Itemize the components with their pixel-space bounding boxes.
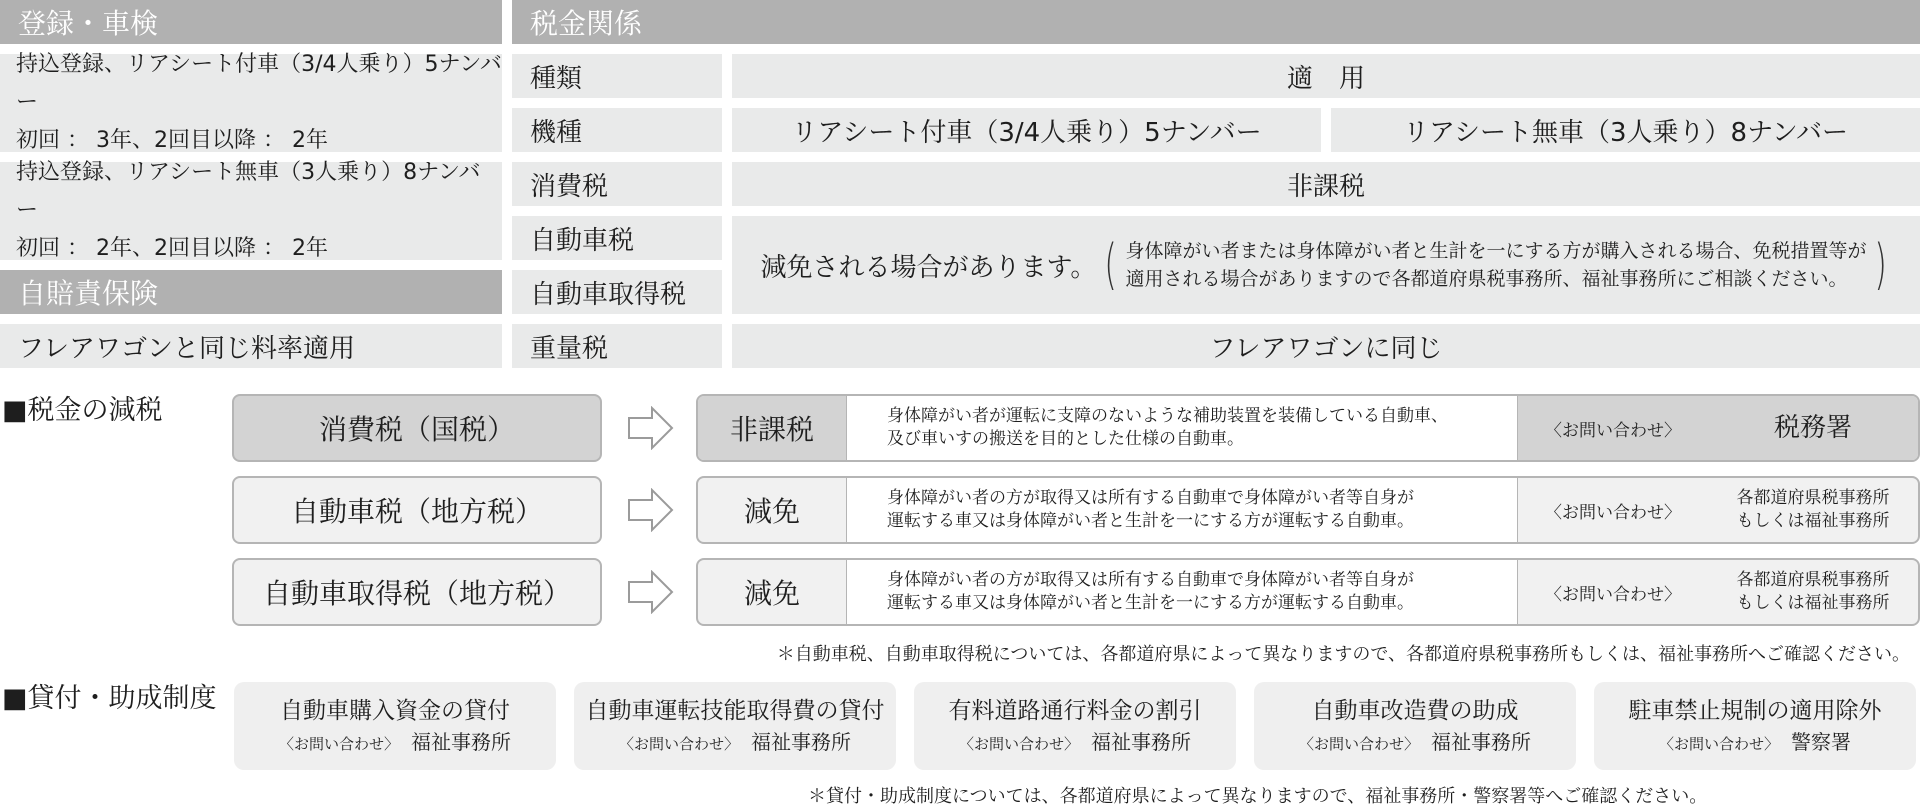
loan-card xyxy=(234,682,556,770)
loan-card-title: 自動車購入資金の貸付 xyxy=(280,698,510,724)
reduction-result-row-consumption xyxy=(696,394,1920,462)
loan-card-contact xyxy=(1299,728,1531,758)
weight-tax-label: 重量税 xyxy=(530,333,609,364)
inquiry-contact-line1: 各都道府県税事務所 xyxy=(1736,570,1890,590)
tax-row-model-value-a xyxy=(732,108,1321,152)
registration-row1-line1: 持込登録、リアシート付車（3/4人乗り）5ナンバー xyxy=(16,52,502,115)
loan-card-contact xyxy=(959,728,1191,758)
tax-row-consumption-label xyxy=(512,162,722,206)
inquiry-contact-line1: 税務署 xyxy=(1773,412,1852,443)
loan-card xyxy=(574,682,896,770)
inquiry-label: 〈お問い合わせ〉 xyxy=(1545,502,1681,523)
reduction-note xyxy=(1125,237,1866,293)
tax-row-model-value-b xyxy=(1331,108,1920,152)
model-value-b: リアシート無車（3人乗り）8ナンバー xyxy=(1403,117,1848,148)
registration-row1-line2: 初回 ： 3年、2回目以降 ： 2年 xyxy=(16,128,328,153)
reduction-tax-box-acquisition xyxy=(232,558,602,626)
reduction-tax-box-auto xyxy=(232,476,602,544)
reduction-result-row-acquisition xyxy=(696,558,1920,626)
reduction-section-title: ■税金の減税 xyxy=(2,395,163,426)
inquiry-label: 〈お問い合わせ〉 xyxy=(1658,735,1779,753)
tax-row-weight-label xyxy=(512,324,722,368)
loan-card-contact-value: 福祉事務所 xyxy=(751,730,851,754)
inquiry-contact xyxy=(1708,412,1918,443)
tax-header xyxy=(512,0,1920,44)
result-description-line2: 運転する車又は身体障がい者と生計を一にする方が運転する自動車。 xyxy=(887,511,1414,531)
tax-row-type-label xyxy=(512,54,722,98)
tax-row-acquisition-label xyxy=(512,270,722,314)
type-label: 種類 xyxy=(530,63,583,94)
inquiry-label: 〈お問い合わせ〉 xyxy=(1298,735,1419,753)
inquiry-contact-line1: 各都道府県税事務所 xyxy=(1736,488,1890,508)
loan-card-contact-value: 警察署 xyxy=(1791,730,1851,754)
reduction-note-line1: 身体障がい者または身体障がい者と生計を一にする方が購入される場合、免税措置等が xyxy=(1125,240,1867,262)
tax-row-weight-value xyxy=(732,324,1920,368)
right-arrow-icon xyxy=(628,406,674,450)
result-label: 減免 xyxy=(698,560,847,624)
result-description-line2: 運転する車又は身体障がい者と生計を一にする方が運転する自動車。 xyxy=(887,593,1414,613)
registration-row-rear-seat xyxy=(0,54,502,152)
result-description xyxy=(847,560,1518,624)
reduction-footnote: ＊自動車税、自動車取得税については、各都道府県によって異なりますので、各都道府県税事務所もしくは、福祉事務所へご確認ください。 xyxy=(776,644,1910,665)
loan-card-contact-value: 福祉事務所 xyxy=(411,730,511,754)
loans-section-title: ■貸付・助成制度 xyxy=(2,683,217,714)
inquiry-contact xyxy=(1708,569,1918,615)
result-label: 減免 xyxy=(698,478,847,542)
acquisition-tax-label: 自動車取得税 xyxy=(530,279,687,310)
registration-header xyxy=(0,0,502,44)
tax-row-auto-label xyxy=(512,216,722,260)
insurance-header xyxy=(0,270,502,314)
inquiry-contact-line2: もしくは福祉事務所 xyxy=(1736,593,1890,613)
inquiry-cell xyxy=(1518,560,1918,624)
reduction-tax-label: 自動車税（地方税） xyxy=(290,495,543,528)
reduction-text: 減免される場合があります。 xyxy=(760,252,1097,283)
insurance-value xyxy=(0,324,502,368)
result-description-line1: 身体障がい者の方が取得又は所有する自動車で身体障がい者等自身が xyxy=(887,488,1414,508)
insurance-header-label: 自賠責保険 xyxy=(18,277,159,310)
weight-tax-value: フレアワゴンに同じ xyxy=(1209,333,1443,364)
result-label: 非課税 xyxy=(698,396,847,460)
result-description xyxy=(847,396,1518,460)
inquiry-label: 〈お問い合わせ〉 xyxy=(618,735,739,753)
inquiry-label: 〈お問い合わせ〉 xyxy=(958,735,1079,753)
registration-row2-line1: 持込登録、リアシート無車（3人乗り）8ナンバー xyxy=(16,160,481,223)
loan-card-contact xyxy=(279,728,511,758)
loans-footnote: ＊貸付・助成制度については、各都道府県によって異なりますので、福祉事務所・警察署等へご確認ください。 xyxy=(808,786,1708,807)
loan-card-contact-value: 福祉事務所 xyxy=(1091,730,1191,754)
type-value: 適 用 xyxy=(1286,63,1365,94)
inquiry-label: 〈お問い合わせ〉 xyxy=(278,735,399,753)
registration-header-label: 登録・車検 xyxy=(18,7,159,40)
loan-card-title: 有料道路通行料金の割引 xyxy=(948,698,1202,724)
close-paren: ) xyxy=(1874,233,1888,296)
loan-card xyxy=(1254,682,1576,770)
registration-row2-line2: 初回 ： 2年、2回目以降 ： 2年 xyxy=(16,236,328,261)
loan-card-contact-value: 福祉事務所 xyxy=(1431,730,1531,754)
model-value-a: リアシート付車（3/4人乗り）5ナンバー xyxy=(791,117,1262,148)
reduction-result-row-auto xyxy=(696,476,1920,544)
tax-row-type-value xyxy=(732,54,1920,98)
loan-card-contact xyxy=(619,728,851,758)
reduction-note-line2: 適用される場合がありますので各都道府県税事務所、福祉事務所にご相談ください。 xyxy=(1125,268,1848,290)
reduction-tax-label: 消費税（国税） xyxy=(318,413,515,446)
auto-tax-label: 自動車税 xyxy=(530,225,635,256)
inquiry-contact-line2: もしくは福祉事務所 xyxy=(1736,511,1890,531)
right-arrow-icon xyxy=(628,488,674,532)
registration-row-no-rear-seat xyxy=(0,162,502,260)
loan-card xyxy=(914,682,1236,770)
tax-row-consumption-value xyxy=(732,162,1920,206)
tax-reduction-cell xyxy=(732,216,1920,314)
result-description xyxy=(847,478,1518,542)
open-paren: ( xyxy=(1104,233,1118,296)
loan-card-contact xyxy=(1659,728,1851,758)
result-description-line2: 及び車いすの搬送を目的とした仕様の自動車。 xyxy=(887,429,1244,449)
reduction-tax-box-consumption xyxy=(232,394,602,462)
loan-card xyxy=(1594,682,1916,770)
inquiry-contact xyxy=(1708,487,1918,533)
loan-card-title: 自動車改造費の助成 xyxy=(1311,698,1519,724)
consumption-label: 消費税 xyxy=(530,171,609,202)
reduction-tax-label: 自動車取得税（地方税） xyxy=(262,577,571,610)
loan-card-title: 駐車禁止規制の適用除外 xyxy=(1628,698,1882,724)
tax-header-label: 税金関係 xyxy=(530,7,643,40)
tax-row-model-label xyxy=(512,108,722,152)
inquiry-label: 〈お問い合わせ〉 xyxy=(1545,584,1681,605)
result-description-line1: 身体障がい者の方が取得又は所有する自動車で身体障がい者等自身が xyxy=(887,570,1414,590)
inquiry-label: 〈お問い合わせ〉 xyxy=(1545,420,1681,441)
inquiry-cell xyxy=(1518,396,1918,460)
right-arrow-icon xyxy=(628,570,674,614)
loan-card-title: 自動車運転技能取得費の貸付 xyxy=(585,698,885,724)
consumption-value: 非課税 xyxy=(1286,171,1365,202)
result-description-line1: 身体障がい者が運転に支障のないような補助装置を装備している自動車、 xyxy=(887,406,1448,426)
inquiry-cell xyxy=(1518,478,1918,542)
model-label: 機種 xyxy=(530,117,583,148)
insurance-value-label: フレアワゴンと同じ料率適用 xyxy=(18,333,355,364)
